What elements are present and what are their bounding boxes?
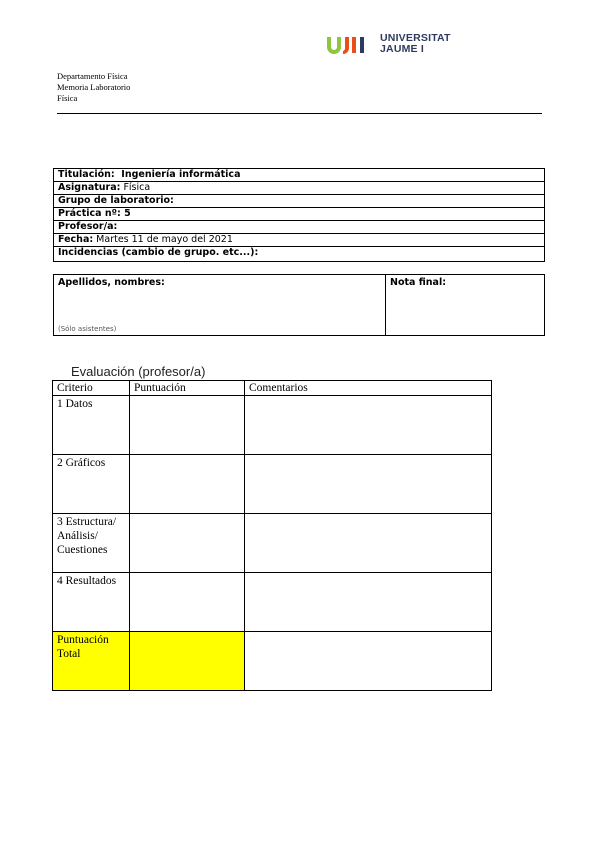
- uji-logo-mark-icon: [326, 35, 374, 55]
- info-value: Martes 11 de mayo del 2021: [93, 234, 233, 245]
- comment-cell[interactable]: [245, 396, 492, 455]
- logo-line-2: JAUME I: [380, 43, 424, 55]
- table-row: [53, 396, 492, 455]
- table-row: [53, 455, 492, 514]
- table-row: [53, 573, 492, 632]
- header-department: Departamento Física: [57, 71, 128, 81]
- info-row-fecha: [54, 234, 544, 247]
- score-cell[interactable]: [130, 573, 245, 632]
- info-value: Ingeniería informática: [114, 169, 241, 180]
- score-cell[interactable]: [130, 455, 245, 514]
- criterion-cell: 4 Resultados: [53, 573, 130, 632]
- score-cell[interactable]: [130, 514, 245, 573]
- info-row-profesor: [54, 221, 544, 234]
- total-comment-cell[interactable]: [245, 632, 492, 691]
- header-criterio: Criterio: [53, 381, 130, 396]
- info-label: Grupo de laboratorio:: [58, 195, 174, 206]
- criterion-cell: 1 Datos: [53, 396, 130, 455]
- info-row-practica: [54, 208, 544, 221]
- score-cell[interactable]: [130, 396, 245, 455]
- final-grade-label: Nota final:: [390, 277, 447, 288]
- header-report: Memoria Laboratorio: [57, 82, 131, 92]
- info-label: Incidencias (cambio de grupo. etc...):: [58, 247, 259, 258]
- info-row-incidencias: [54, 247, 544, 261]
- info-label: Práctica nº: 5: [58, 208, 131, 219]
- evaluation-header-row: [53, 381, 492, 396]
- header-comentarios: Comentarios: [245, 381, 492, 396]
- criterion-cell: 2 Gráficos: [53, 455, 130, 514]
- document-header: [57, 71, 130, 104]
- info-row-grupo: [54, 195, 544, 208]
- evaluation-table: [52, 380, 492, 691]
- comment-cell[interactable]: [245, 455, 492, 514]
- info-label: Titulación:: [58, 169, 115, 180]
- comment-cell[interactable]: [245, 514, 492, 573]
- logo-line-1: UNIVERSITAT: [380, 32, 451, 44]
- names-box: [53, 274, 545, 336]
- names-field[interactable]: [54, 275, 386, 335]
- total-label-cell: Puntuación Total: [53, 632, 130, 691]
- info-row-titulacion: [54, 169, 544, 182]
- header-puntuacion: Puntuación: [130, 381, 245, 396]
- logo-wordmark: [380, 33, 451, 55]
- evaluation-title: Evaluación (profesor/a): [71, 364, 206, 379]
- info-row-asignatura: [54, 182, 544, 195]
- criterion-cell: 3 Estructura/ Análisis/ Cuestiones: [53, 514, 130, 573]
- info-value: Física: [120, 182, 151, 193]
- university-logo: [326, 33, 451, 57]
- total-row: [53, 632, 492, 691]
- info-label: Fecha:: [58, 234, 94, 245]
- info-table: [53, 168, 545, 262]
- info-label: Profesor/a:: [58, 221, 118, 232]
- names-label: Apellidos, nombres:: [58, 277, 165, 288]
- total-score-cell[interactable]: [130, 632, 245, 691]
- table-row: [53, 514, 492, 573]
- attendees-note: (Sólo asistentes): [58, 325, 117, 333]
- comment-cell[interactable]: [245, 573, 492, 632]
- header-subject: Física: [57, 93, 78, 103]
- info-label: Asignatura:: [58, 182, 121, 193]
- header-divider: [57, 113, 542, 114]
